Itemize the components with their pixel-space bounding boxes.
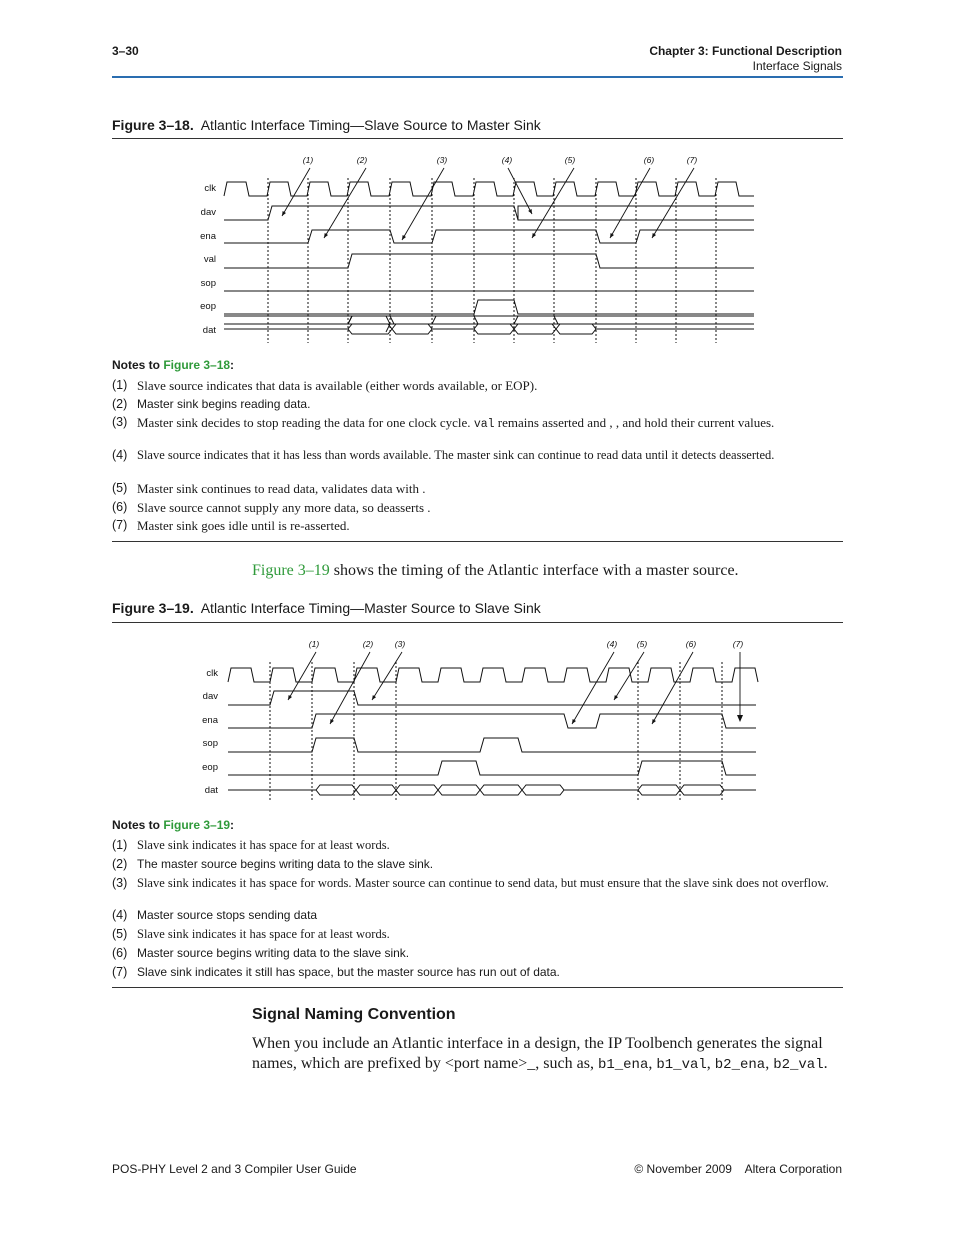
signal-label-clk: clk — [206, 668, 218, 679]
callout-arrow — [402, 168, 444, 240]
note-18-7: (7) Master sink goes idle until is re-asserted. — [112, 518, 350, 533]
note-19-6: (6) Master source begins writing data to the slave sink. — [112, 946, 410, 960]
figure-19-timing-diagram — [190, 632, 764, 807]
note-18-5: (5) Master sink continues to read data, validates data with . — [112, 481, 426, 496]
callout-arrow — [508, 168, 532, 214]
data-bus-word — [474, 324, 514, 334]
data-bus-word — [438, 785, 480, 795]
note-18-3: (3) Master sink decides to stop reading the data for one clock cycle. val remains asserted and , , and hold their current values. — [112, 415, 775, 431]
signal-label-sop: sop — [200, 278, 216, 289]
data-bus-word — [316, 785, 356, 795]
callout-arrow — [614, 652, 644, 700]
figure-18-timing-diagram — [190, 148, 760, 348]
callout-arrowhead — [737, 715, 743, 722]
note-19-4: (4) Master source stops sending data — [112, 908, 318, 922]
note-19-7: (7) Slave sink indicates it still has space, but the master source has run out of data. — [112, 965, 560, 979]
data-bus-word — [392, 324, 432, 334]
page-number: 3–30 — [112, 44, 139, 58]
note-19-1: (1) Slave sink indicates it has space for at least words. — [112, 838, 390, 852]
note-18-6: (6) Slave source cannot supply any more data, so deasserts . — [112, 500, 431, 515]
section-paragraph: When you include an Atlantic interface in a design, the IP Toolbench generates the signal names, which are prefixed by <port name>_, such as, b1_ena, b1_val, b2_ena, b2_val. — [252, 1035, 828, 1073]
figure-19-top-rule — [112, 622, 843, 623]
notes-19-heading: Notes to Figure 3–19: — [112, 818, 235, 832]
signal-label-dav: dav — [202, 691, 218, 702]
figure-18-caption — [112, 117, 541, 133]
notes-19-bottom-rule — [112, 987, 843, 988]
callout-label: (6) — [685, 639, 697, 649]
signal-label-dat: dat — [204, 785, 218, 796]
footer-doc-title: POS-PHY Level 2 and 3 Compiler User Guide — [112, 1162, 357, 1176]
figure-19-link[interactable]: Figure 3–19 — [252, 562, 330, 579]
figure-18-top-rule — [112, 138, 843, 139]
section-heading: Signal Naming Convention — [252, 1006, 456, 1023]
chapter-title: Chapter 3: Functional Description — [649, 44, 842, 58]
figure-19-caption — [112, 600, 541, 616]
callout-label: (3) — [436, 155, 448, 165]
callout-label: (1) — [308, 639, 320, 649]
data-bus-word — [556, 324, 596, 334]
signal-label-val: val — [203, 254, 216, 265]
code-b2-ena: b2_ena — [714, 1056, 766, 1073]
callout-label: (4) — [501, 155, 513, 165]
notes-18-bottom-rule — [112, 541, 843, 542]
data-bus-word — [638, 785, 680, 795]
code-b2-val: b2_val — [773, 1056, 824, 1073]
callout-arrow — [652, 168, 694, 238]
callout-label: (4) — [606, 639, 618, 649]
section-title: Interface Signals — [752, 59, 842, 73]
data-bus-word — [396, 785, 438, 795]
data-bus-word — [522, 785, 564, 795]
data-bus-word — [348, 324, 392, 334]
callout-arrow — [282, 168, 310, 216]
note-19-5: (5) Slave sink indicates it has space for at least words. — [112, 927, 390, 941]
footer-date: © November 2009 — [634, 1162, 732, 1176]
signal-label-eop: eop — [200, 301, 216, 312]
signal-label-sop: sop — [202, 738, 218, 749]
note-18-1: (1) Slave source indicates that data is available (either words available, or EOP). — [112, 378, 538, 393]
footer-company: Altera Corporation — [744, 1162, 842, 1176]
signal-label-clk: clk — [204, 183, 216, 194]
figure-19-notes-link[interactable]: Figure 3–19 — [163, 818, 231, 832]
note-19-2: (2) The master source begins writing data to the slave sink. — [112, 857, 434, 871]
signal-label-dav: dav — [200, 207, 216, 218]
figure-19-number: Figure 3–19. — [112, 600, 194, 616]
callout-label: (1) — [302, 155, 314, 165]
callout-label: (5) — [636, 639, 648, 649]
note-18-4: (4) Slave source indicates that it has less than words available. The master sink can continue to read data until it detects deasserted. — [112, 448, 775, 462]
callout-arrow — [572, 652, 614, 724]
data-bus-word — [514, 324, 556, 334]
figure-19-title: Atlantic Interface Timing—Master Source to Slave Sink — [200, 600, 541, 616]
callout-label: (5) — [564, 155, 576, 165]
code-b1-val: b1_val — [656, 1056, 707, 1073]
callout-label: (3) — [394, 639, 406, 649]
footer-right — [634, 1162, 842, 1176]
data-bus-word — [480, 785, 522, 795]
callout-arrow — [532, 168, 574, 238]
callout-arrow — [324, 168, 366, 238]
figure-18-number: Figure 3–18. — [112, 117, 194, 133]
callout-arrow — [652, 652, 693, 724]
code-b1-ena: b1_ena — [597, 1056, 649, 1073]
callout-arrow — [330, 652, 370, 724]
callout-arrowhead — [614, 695, 618, 700]
signal-label-ena: ena — [202, 715, 218, 726]
figure-18-link[interactable]: Figure 3–18 — [163, 358, 231, 372]
signal-label-ena: ena — [200, 231, 216, 242]
callout-label: (6) — [643, 155, 655, 165]
callout-label: (7) — [732, 639, 744, 649]
signal-label-eop: eop — [202, 762, 218, 773]
note-18-2: (2) Master sink begins reading data. — [112, 397, 311, 411]
running-header — [649, 44, 842, 74]
data-bus-word — [680, 785, 724, 795]
header-rule — [112, 76, 843, 78]
callout-label: (7) — [686, 155, 698, 165]
callout-label: (2) — [362, 639, 374, 649]
callout-label: (2) — [356, 155, 368, 165]
figure-18-title: Atlantic Interface Timing—Slave Source to Master Sink — [200, 117, 541, 133]
notes-18-heading: Notes to Figure 3–18: — [112, 358, 235, 372]
figure-19-intro: Figure 3–19 shows the timing of the Atlantic interface with a master source. — [252, 562, 739, 579]
callout-arrowhead — [372, 695, 376, 700]
note-19-3: (3) Slave sink indicates it has space for words. Master source can continue to send data, but must ensure that the slave sink does not overflow. — [112, 876, 829, 890]
data-bus-word — [356, 785, 396, 795]
signal-label-dat: dat — [202, 325, 216, 336]
callout-arrow — [610, 168, 650, 238]
